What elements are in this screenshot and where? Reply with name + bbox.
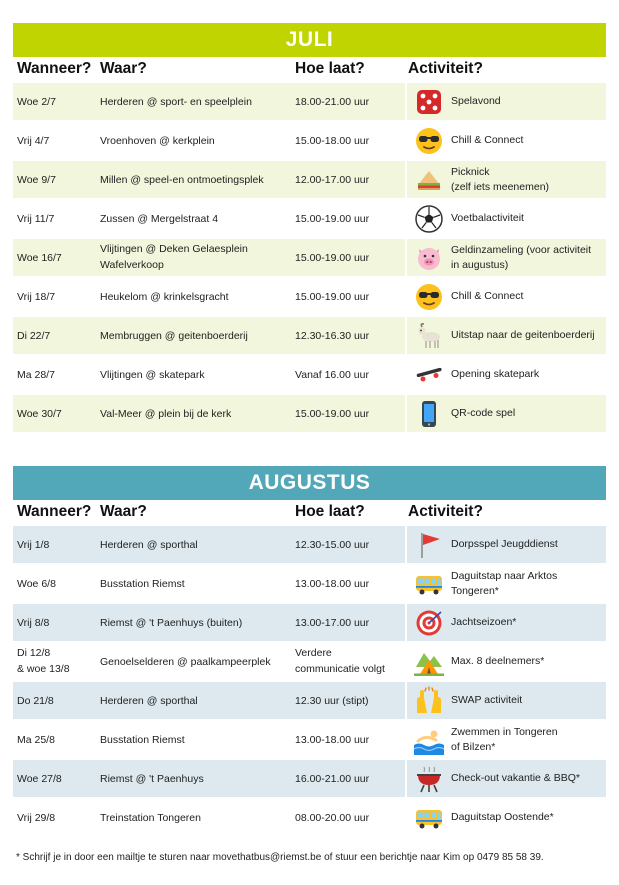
date-text: Vrij 4/7 xyxy=(17,134,50,147)
activity-text: QR-code spel xyxy=(451,407,516,420)
location-cell xyxy=(100,330,295,342)
activity-text: Check-out vakantie & BBQ* xyxy=(451,772,580,785)
time-cell xyxy=(295,96,405,108)
time-text: 15.00-19.00 uur xyxy=(295,290,370,303)
time-text: 13.00-18.00 uur xyxy=(295,733,370,746)
date-text: Woe 6/8 xyxy=(17,577,56,590)
time-text: 12.30-15.00 uur xyxy=(295,538,370,551)
date-cell xyxy=(13,734,100,746)
mobile-phone-icon xyxy=(411,396,447,432)
activity-cell xyxy=(405,278,606,315)
activity-text: Spelavond xyxy=(451,95,501,108)
time-text: 15.00-19.00 uur xyxy=(295,251,370,264)
target-icon xyxy=(411,605,447,641)
date-cell xyxy=(13,369,100,381)
activity-text-wrap xyxy=(451,615,516,629)
date-text: Vrij 29/8 xyxy=(17,811,56,824)
activity-text: Chill & Connect xyxy=(451,290,524,303)
activity-cell xyxy=(405,565,606,602)
location-text: Herderen @ sporthal xyxy=(100,538,198,551)
location-text: Busstation Riemst xyxy=(100,577,185,590)
location-text-line2: Wafelverkoop xyxy=(100,258,164,271)
bus-icon xyxy=(411,566,447,602)
activity-text: Picknick xyxy=(451,166,490,179)
activity-text-wrap xyxy=(451,328,595,342)
activity-text-wrap xyxy=(451,289,523,303)
header-time: Hoe laat? xyxy=(295,60,365,77)
date-cell xyxy=(13,252,100,264)
date-text: Di 12/8 xyxy=(17,647,51,660)
activity-cell xyxy=(405,682,606,719)
activity-text-wrap xyxy=(451,654,544,668)
date-text: Di 22/7 xyxy=(17,329,51,342)
location-cell xyxy=(100,734,295,746)
footnote: * Schrijf je in door een mailtje te sturen naar movethatbus@riemst.be of stuur een berichtje naar Kim op 0479 85 58 39. xyxy=(16,852,544,863)
location-cell xyxy=(100,242,295,272)
time-text: Vanaf 16.00 uur xyxy=(295,368,369,381)
activity-cell xyxy=(405,799,606,836)
swimmer-icon xyxy=(411,722,447,758)
date-cell xyxy=(13,330,100,342)
table-row xyxy=(13,83,606,120)
date-text-line2: & woe 13/8 xyxy=(17,662,70,675)
location-text: Membruggen @ geitenboerderij xyxy=(100,329,248,342)
location-cell xyxy=(100,408,295,420)
activity-text-wrap xyxy=(451,406,515,420)
table-row xyxy=(13,278,606,315)
time-text: Verdere xyxy=(295,647,332,660)
location-cell xyxy=(100,291,295,303)
date-text: Vrij 1/8 xyxy=(17,538,50,551)
activity-text: Chill & Connect xyxy=(451,134,524,147)
activity-text: Daguitstap naar Arktos xyxy=(451,570,558,583)
header-when: Wanneer? xyxy=(17,503,92,520)
table-row xyxy=(13,526,606,563)
red-flag-icon xyxy=(411,527,447,563)
location-cell xyxy=(100,213,295,225)
header-where: Waar? xyxy=(100,60,147,77)
soccer-ball-icon xyxy=(411,201,447,237)
barbecue-icon xyxy=(411,761,447,797)
date-text: Woe 27/8 xyxy=(17,772,62,785)
location-cell xyxy=(100,539,295,551)
time-cell xyxy=(295,773,405,785)
activity-text-wrap xyxy=(451,367,539,381)
time-cell xyxy=(295,646,405,676)
activity-text: Zwemmen in Tongeren xyxy=(451,726,558,739)
date-cell xyxy=(13,96,100,108)
activity-text: Geldinzameling (voor activiteit xyxy=(451,244,592,257)
sunglasses-face-icon xyxy=(411,279,447,315)
table-row xyxy=(13,799,606,836)
augustus-rows xyxy=(13,526,606,836)
time-text: 08.00-20.00 uur xyxy=(295,811,370,824)
raised-hands-icon xyxy=(411,683,447,719)
activity-cell xyxy=(405,760,606,797)
activity-text: Max. 8 deelnemers* xyxy=(451,655,545,668)
date-text: Woe 9/7 xyxy=(17,173,56,186)
time-cell xyxy=(295,330,405,342)
date-text: Woe 2/7 xyxy=(17,95,56,108)
time-text-line2: communicatie volgt xyxy=(295,662,385,675)
activity-text-wrap xyxy=(451,243,591,271)
activity-text: Jachtseizoen* xyxy=(451,616,517,629)
time-text: 15.00-19.00 uur xyxy=(295,407,370,420)
time-cell xyxy=(295,369,405,381)
activity-text-wrap xyxy=(451,94,501,108)
date-text: Ma 28/7 xyxy=(17,368,55,381)
date-cell xyxy=(13,578,100,590)
augustus-header-row xyxy=(13,500,606,524)
location-text: Zussen @ Mergelstraat 4 xyxy=(100,212,219,225)
date-cell xyxy=(13,213,100,225)
juli-rows xyxy=(13,83,606,432)
juli-title: JULI xyxy=(13,23,606,57)
table-row xyxy=(13,604,606,641)
activity-cell xyxy=(405,356,606,393)
activity-text-line2: (zelf iets meenemen) xyxy=(451,180,550,193)
location-cell xyxy=(100,656,295,668)
header-when: Wanneer? xyxy=(17,60,92,77)
date-text: Woe 30/7 xyxy=(17,407,62,420)
time-text: 12.30-16.30 uur xyxy=(295,329,370,342)
table-row xyxy=(13,356,606,393)
activity-text-wrap xyxy=(451,133,523,147)
activity-text: Dorpsspel Jeugddienst xyxy=(451,538,558,551)
time-text: 15.00-19.00 uur xyxy=(295,212,370,225)
table-row xyxy=(13,395,606,432)
time-cell xyxy=(295,617,405,629)
header-time: Hoe laat? xyxy=(295,503,365,520)
activity-text: Daguitstap Oostende* xyxy=(451,811,554,824)
location-text: Val-Meer @ plein bij de kerk xyxy=(100,407,232,420)
activity-cell xyxy=(405,317,606,354)
date-cell xyxy=(13,174,100,186)
location-cell xyxy=(100,174,295,186)
location-cell xyxy=(100,617,295,629)
activity-text-wrap xyxy=(451,771,580,785)
goat-icon xyxy=(411,318,447,354)
time-text: 13.00-18.00 uur xyxy=(295,577,370,590)
activity-cell xyxy=(405,200,606,237)
location-text: Herderen @ sport- en speelplein xyxy=(100,95,252,108)
header-activity: Activiteit? xyxy=(408,60,483,77)
sunglasses-face-icon xyxy=(411,123,447,159)
activity-text-wrap xyxy=(451,693,522,707)
activity-text-wrap xyxy=(451,725,558,753)
time-cell xyxy=(295,213,405,225)
dice-icon xyxy=(411,84,447,120)
location-text: Millen @ speel-en ontmoetingsplek xyxy=(100,173,264,186)
location-text: Herderen @ sporthal xyxy=(100,694,198,707)
activity-text: Opening skatepark xyxy=(451,368,540,381)
time-cell xyxy=(295,578,405,590)
location-cell xyxy=(100,369,295,381)
date-cell xyxy=(13,617,100,629)
time-cell xyxy=(295,291,405,303)
activity-text-wrap xyxy=(451,165,549,193)
location-text: Riemst @ 't Paenhuys (buiten) xyxy=(100,616,243,629)
time-cell xyxy=(295,539,405,551)
time-cell xyxy=(295,695,405,707)
activity-text-line2: of Bilzen* xyxy=(451,740,496,753)
header-activity: Activiteit? xyxy=(408,503,483,520)
bus-icon xyxy=(411,800,447,836)
time-text: 15.00-18.00 uur xyxy=(295,134,370,147)
activity-cell xyxy=(405,239,606,276)
location-cell xyxy=(100,135,295,147)
camping-icon xyxy=(411,644,447,680)
time-cell xyxy=(295,812,405,824)
date-cell xyxy=(13,773,100,785)
time-cell xyxy=(295,734,405,746)
location-text: Riemst @ 't Paenhuys xyxy=(100,772,204,785)
date-cell xyxy=(13,539,100,551)
date-text: Vrij 11/7 xyxy=(17,212,55,225)
table-row xyxy=(13,643,606,680)
table-row xyxy=(13,317,606,354)
activity-text-wrap xyxy=(451,537,558,551)
date-text: Woe 16/7 xyxy=(17,251,62,264)
date-cell xyxy=(13,646,100,676)
activity-text-line2: Tongeren* xyxy=(451,584,499,597)
date-cell xyxy=(13,812,100,824)
time-text: 16.00-21.00 uur xyxy=(295,772,370,785)
activity-cell xyxy=(405,161,606,198)
location-text: Vroenhoven @ kerkplein xyxy=(100,134,215,147)
activity-cell xyxy=(405,395,606,432)
date-text: Do 21/8 xyxy=(17,694,54,707)
date-cell xyxy=(13,135,100,147)
time-text: 18.00-21.00 uur xyxy=(295,95,370,108)
table-row xyxy=(13,200,606,237)
location-text: Treinstation Tongeren xyxy=(100,811,201,824)
activity-text: SWAP activiteit xyxy=(451,694,523,707)
juli-section xyxy=(13,23,606,432)
activity-text: Voetbalactiviteit xyxy=(451,212,524,225)
date-text: Ma 25/8 xyxy=(17,733,55,746)
table-row xyxy=(13,239,606,276)
time-text: 13.00-17.00 uur xyxy=(295,616,370,629)
table-row xyxy=(13,760,606,797)
time-cell xyxy=(295,135,405,147)
date-text: Vrij 18/7 xyxy=(17,290,56,303)
date-cell xyxy=(13,408,100,420)
augustus-section xyxy=(13,466,606,836)
sandwich-icon xyxy=(411,162,447,198)
location-cell xyxy=(100,812,295,824)
activity-text-wrap xyxy=(451,810,554,824)
time-cell xyxy=(295,408,405,420)
header-where: Waar? xyxy=(100,503,147,520)
activity-text: Uitstap naar de geitenboerderij xyxy=(451,329,595,342)
activity-cell xyxy=(405,122,606,159)
location-cell xyxy=(100,96,295,108)
table-row xyxy=(13,721,606,758)
activity-text-line2: in augustus) xyxy=(451,258,509,271)
date-cell xyxy=(13,695,100,707)
date-cell xyxy=(13,291,100,303)
location-cell xyxy=(100,773,295,785)
location-text: Busstation Riemst xyxy=(100,733,185,746)
table-row xyxy=(13,122,606,159)
table-row xyxy=(13,161,606,198)
augustus-title: AUGUSTUS xyxy=(13,466,606,500)
location-text: Vlijtingen @ Deken Gelaesplein xyxy=(100,243,248,256)
activity-cell xyxy=(405,604,606,641)
time-cell xyxy=(295,252,405,264)
location-text: Vlijtingen @ skatepark xyxy=(100,368,205,381)
date-text: Vrij 8/8 xyxy=(17,616,50,629)
time-text: 12.00-17.00 uur xyxy=(295,173,370,186)
activity-text-wrap xyxy=(451,211,524,225)
table-row xyxy=(13,565,606,602)
time-cell xyxy=(295,174,405,186)
location-text: Heukelom @ krinkelsgracht xyxy=(100,290,229,303)
juli-header-row xyxy=(13,57,606,81)
activity-cell xyxy=(405,721,606,758)
table-row xyxy=(13,682,606,719)
activity-text-wrap xyxy=(451,569,557,597)
activity-cell xyxy=(405,643,606,680)
location-text: Genoelselderen @ paalkampeerplek xyxy=(100,655,271,668)
location-cell xyxy=(100,578,295,590)
activity-cell xyxy=(405,526,606,563)
location-cell xyxy=(100,695,295,707)
pig-face-icon xyxy=(411,240,447,276)
activity-cell xyxy=(405,83,606,120)
skateboard-icon xyxy=(411,357,447,393)
time-text: 12.30 uur (stipt) xyxy=(295,694,369,707)
